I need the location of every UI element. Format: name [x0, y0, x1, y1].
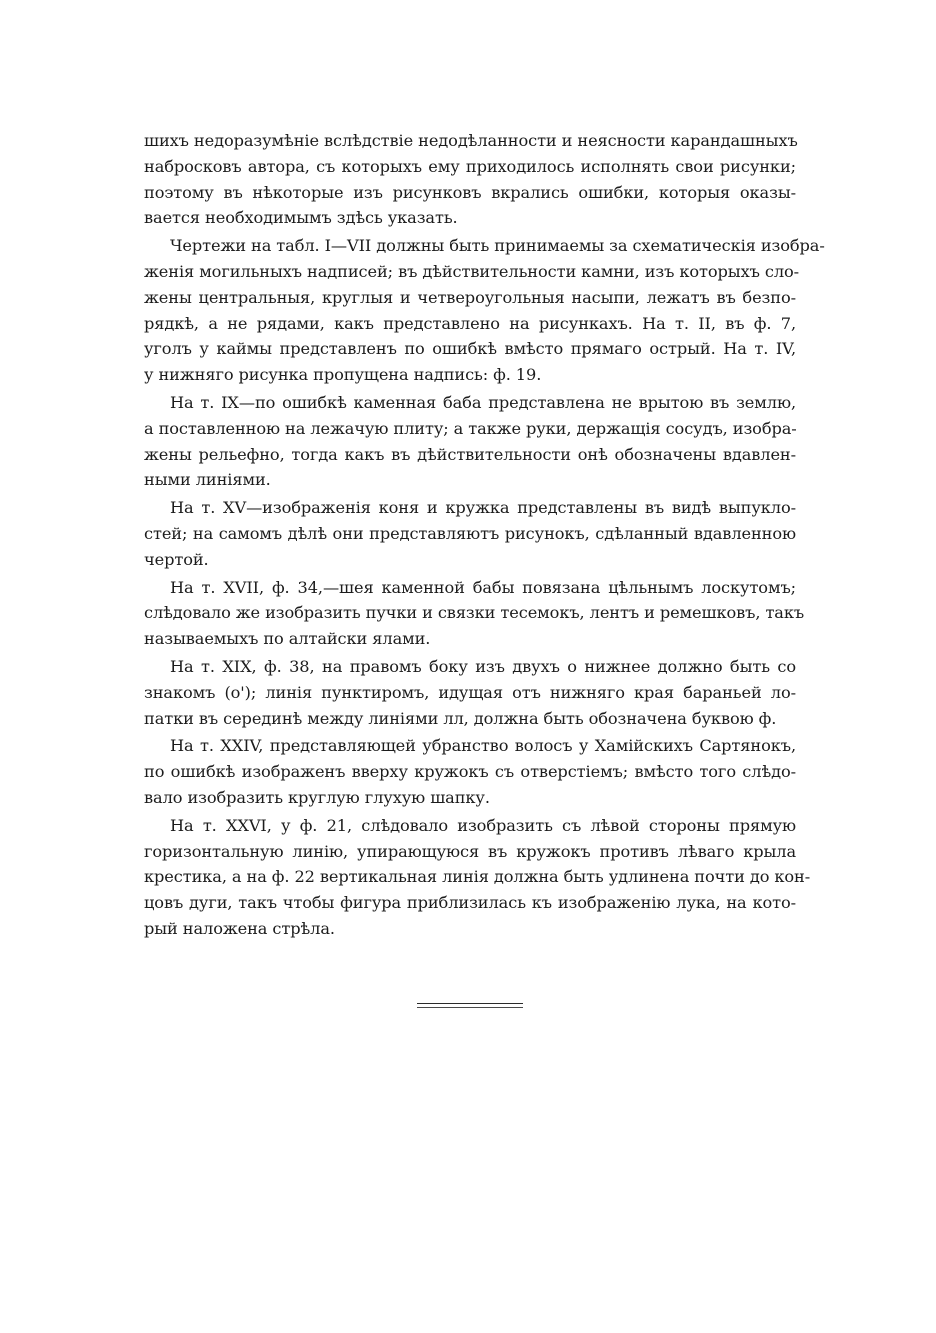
text-line: На т. XVII, ф. 34,—шея каменной бабы повязана цѣльнымъ лоскутомъ;	[170, 577, 796, 597]
paragraph-7	[144, 733, 796, 810]
divider-line	[417, 1003, 523, 1004]
paragraph-8	[144, 813, 811, 942]
text-line: шихъ недоразумѣніе вслѣдствіе недодѣланности и неясности карандашныхъ	[144, 131, 798, 150]
text-line: На т. XIX, ф. 38, на правомъ боку изъ двухъ о нижнее должно быть со	[170, 656, 796, 676]
paragraph-2	[144, 233, 825, 388]
text-line: слѣдовало же изобразить пучки и связки тесемокъ, лентъ и ремешковъ, такъ	[144, 603, 805, 623]
paragraph-4	[144, 495, 796, 572]
text-line: чертой.	[144, 549, 209, 569]
text-line: набросковъ автора, съ которыхъ ему приходилось исполнять свои рисунки;	[144, 156, 796, 176]
text-line: жены центральныя, круглыя и четвероугольныя насыпи, лежатъ въ безпо-	[144, 287, 796, 307]
text-line: Чертежи на табл. I—VII должны быть принимаемы за схематическія изобра-	[170, 236, 825, 256]
text-line: горизонтальную линію, упирающуюся въ кружокъ противъ лѣваго крыла	[144, 841, 796, 861]
errata-text	[144, 128, 825, 944]
text-line: называемыхъ по алтайски ялами.	[144, 629, 431, 649]
text-line: ными линіями.	[144, 470, 271, 490]
end-rule	[417, 1003, 523, 1011]
text-line: женія могильныхъ надписей; въ дѣйствительности камни, изъ которыхъ сло-	[144, 261, 800, 281]
text-line: вается необходимымъ здѣсь указать.	[144, 208, 458, 228]
text-line: вало изобразить круглую глухую шапку.	[144, 787, 490, 807]
text-line: стей; на самомъ дѣлѣ они представляютъ рисунокъ, сдѣланный вдавленною	[144, 523, 796, 543]
text-line: поэтому въ нѣкоторые изъ рисунковъ вкрались ошибки, которыя оказы-	[144, 182, 796, 202]
text-line: по ошибкѣ изображенъ вверху кружокъ съ отверстіемъ; вмѣсто того слѣдо-	[144, 762, 796, 782]
divider-line	[417, 1007, 523, 1008]
text-line: уголъ у каймы представленъ по ошибкѣ вмѣсто прямаго острый. На т. IV,	[144, 339, 796, 359]
paragraph-1	[144, 128, 796, 231]
text-line: На т. XXIV, представляющей убранство волосъ у Хамійскихъ Сартянокъ,	[170, 736, 796, 756]
paragraph-6	[144, 654, 796, 731]
text-line: цовъ дуги, такъ чтобы фигура приблизилась къ изображенію лука, на кото-	[144, 893, 796, 913]
text-line: рядкѣ, а не рядами, какъ представлено на рисункахъ. На т. II, въ ф. 7,	[144, 313, 796, 333]
text-line: На т. IX—по ошибкѣ каменная баба представлена не врытою въ землю,	[170, 392, 796, 412]
text-line: рый наложена стрѣла.	[144, 918, 335, 938]
text-line: у нижняго рисунка пропущена надпись: ф. 19.	[144, 365, 542, 385]
text-line: а поставленною на лежачую плиту; а также руки, держащія сосудъ, изобра-	[144, 418, 797, 438]
text-line: патки въ серединѣ между линіями лл, должна быть обозначена буквою ф.	[144, 708, 777, 728]
text-line: На т. XXVI, у ф. 21, слѣдовало изобразить съ лѣвой стороны прямую	[170, 815, 796, 835]
text-line: На т. XV—изображенія коня и кружка представлены въ видѣ выпукло-	[170, 498, 796, 518]
paragraph-3	[144, 390, 796, 493]
text-line: жены рельефно, тогда какъ въ дѣйствительности онѣ обозначены вдавлен-	[144, 444, 796, 464]
text-line: знакомъ (о'); линія пунктиромъ, идущая отъ нижняго края бараньей ло-	[144, 682, 796, 702]
paragraph-5	[144, 575, 805, 652]
text-line: крестика, а на ф. 22 вертикальная линія должна быть удлинена почти до кон-	[144, 867, 811, 887]
